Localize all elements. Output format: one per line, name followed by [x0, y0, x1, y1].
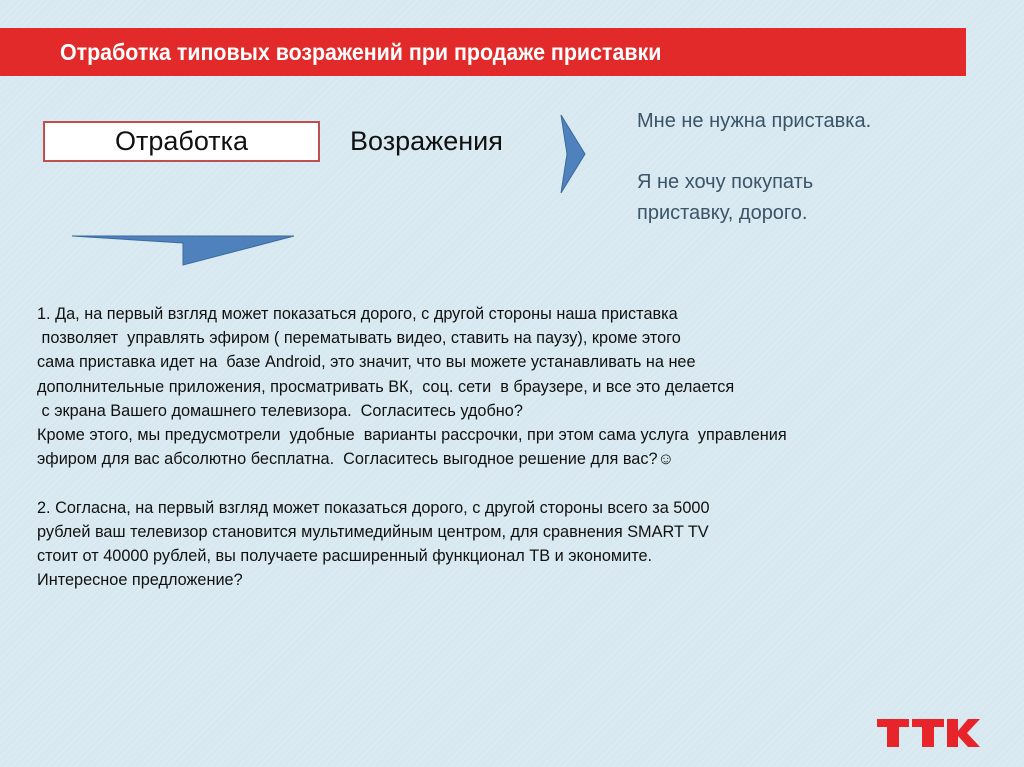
answer1-line: позволяет управлять эфиром ( перематывать видео, ставить на паузу), кроме этого: [37, 329, 681, 348]
objection-line-2: Я не хочу покупать: [637, 171, 814, 193]
answer2-line: Интересное предложение?: [37, 571, 243, 590]
answer1-line: с экрана Вашего домашнего телевизора. Согласитесь удобно?: [37, 401, 523, 420]
answer1-line: Кроме этого, мы предусмотрели удобные варианты рассрочки, при этом сама услуга управления: [37, 426, 787, 445]
answer1-line: сама приставка идет на базе Android, это значит, что вы можете устанавливать на нее: [37, 353, 696, 372]
ttk-logo: [876, 716, 980, 750]
answer2-line: 2. Согласна, на первый взгляд может показаться дорого, с другой стороны всего за 5000: [37, 498, 710, 517]
objection-line-3: приставку, дорого.: [637, 202, 808, 224]
answer-text: [37, 302, 917, 592]
objection-line-1: Мне не нужна приставка.: [637, 110, 872, 132]
objections-label: Возражения: [350, 126, 503, 156]
down-arrow-icon: [70, 233, 296, 267]
answer2-line: стоит от 40000 рублей, вы получаете расширенный функционал ТВ и экономите.: [37, 547, 653, 566]
answer1-line: эфиром для вас абсолютно бесплатна. Согласитесь выгодное решение для вас?☺: [37, 450, 675, 469]
otrabotka-box: [43, 121, 320, 162]
paragraph-gap: [37, 471, 917, 495]
answer2-line: рублей ваш телевизор становится мультимедийным центром, для сравнения SMART TV: [37, 522, 709, 541]
otrabotka-label: Отработка: [114, 126, 249, 156]
slide-title: Отработка типовых возражений при продаже приставки: [60, 39, 662, 65]
answer1-line: 1. Да, на первый взгляд может показаться дорого, с другой стороны наша приставка: [37, 305, 678, 323]
answer1-line: дополнительные приложения, просматривать ВК, соц. сети в браузере, и все это делается: [37, 377, 735, 396]
right-arrow-icon: [557, 113, 587, 195]
